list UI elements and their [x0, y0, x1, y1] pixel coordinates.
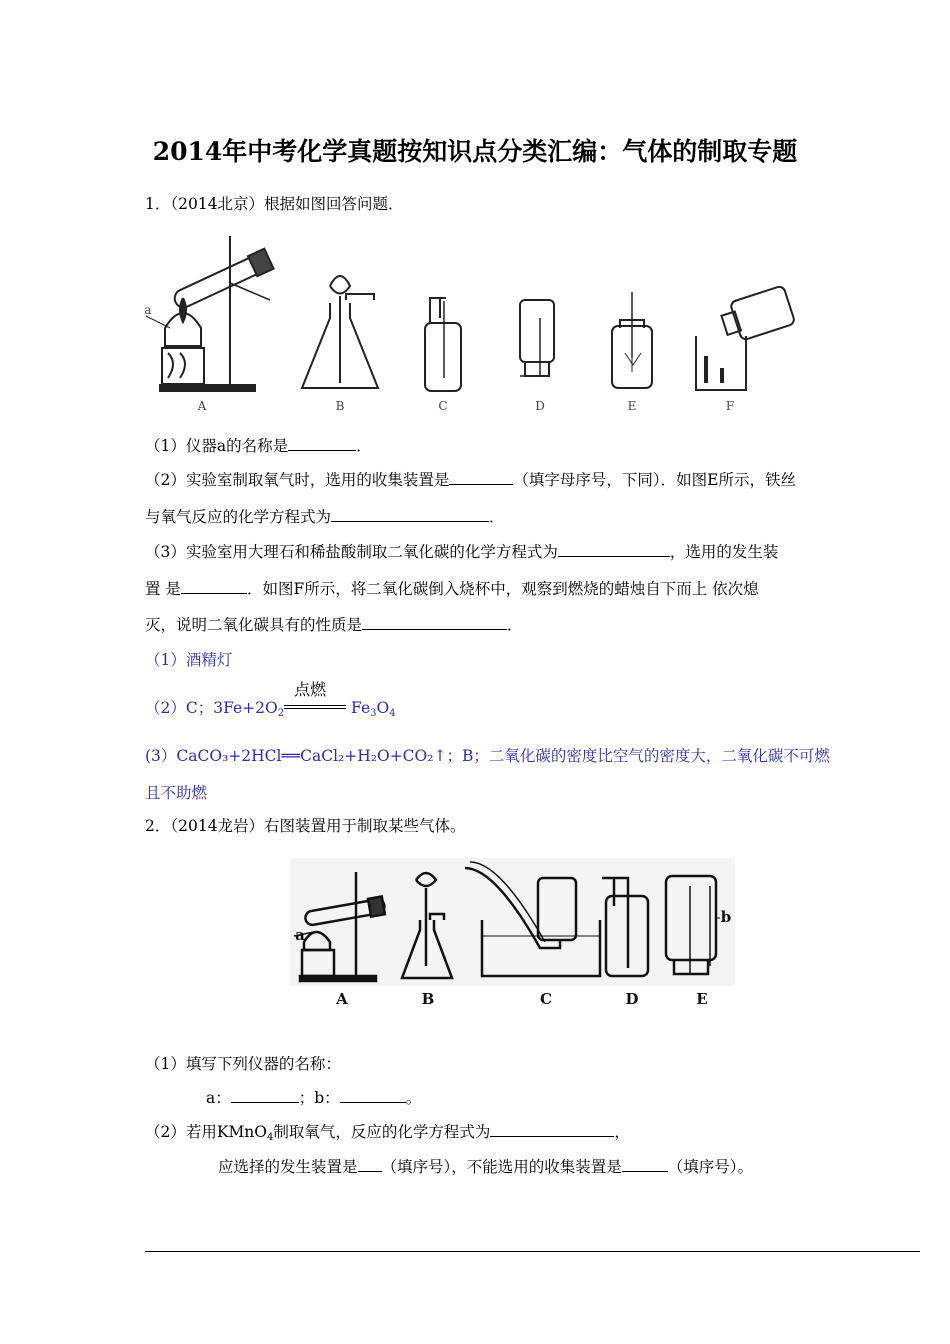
q2-part2-line2: 应选择的发生装置是 （填序号），不能选用的收集装置是 （填序号）。	[218, 1158, 754, 1176]
q1-part1: （1）仪器a的名称是 ．	[145, 437, 372, 455]
answer-blank[interactable]	[449, 470, 513, 485]
q2-label-A: A	[336, 990, 348, 1008]
q2-figure	[290, 858, 735, 1008]
answer-blank[interactable]	[362, 615, 507, 630]
q2-label-C: C	[540, 990, 552, 1008]
answer-blank[interactable]	[288, 436, 356, 451]
answer-blank[interactable]	[231, 1088, 299, 1103]
q1-answer-1: （1）酒精灯	[145, 651, 233, 669]
q1-answer-3: (3）CaCO₃+2HCl══CaCl₂+H₂O+CO₂↑；B；二氧化碳的密度比空气的密度大，二氧化碳不可燃	[145, 747, 830, 765]
q2-part1: （1）填写下列仪器的名称：	[145, 1055, 341, 1073]
q2-part2: （2）若用KMnO$_4$制取氧气，反应的化学方程式为 ，	[145, 1123, 630, 1143]
q2-label-a: a	[295, 926, 305, 944]
q1-label-B: B	[335, 399, 345, 413]
answer-blank[interactable]	[181, 579, 247, 594]
q1-part3: （3）实验室用大理石和稀盐酸制取二氧化碳的化学方程式为 ，选用的发生装	[145, 543, 779, 561]
q1-part2-line2: 与氧气反应的化学方程式为 ．	[145, 508, 505, 526]
reaction-condition: 点燃	[294, 680, 327, 699]
q1-label-E: E	[627, 399, 637, 413]
answer-blank[interactable]	[490, 1122, 614, 1137]
q1-stem: 1．（2014北京）根据如图回答问题．	[145, 195, 404, 213]
q2-part1-blanks: a： ；b： 。	[206, 1089, 422, 1107]
answer-blank[interactable]	[331, 507, 489, 522]
answer-blank[interactable]	[340, 1088, 406, 1103]
q2-stem: 2．（2014龙岩）右图装置用于制取某些气体。	[145, 817, 466, 835]
q1-label-C: C	[438, 399, 448, 413]
q2-label-B: B	[421, 990, 435, 1008]
q1-answer-2: （2）C；$3Fe+2O_2$ 点燃 $Fe_3O_4$	[145, 696, 396, 719]
q1-label-a: a	[144, 303, 152, 317]
q1-label-A: A	[197, 399, 207, 413]
q1-figure	[140, 228, 810, 418]
q1-part2: （2）实验室制取氧气时，选用的收集装置是 （填字母序号，下同）．如图E所示，铁丝	[145, 471, 796, 489]
answer-blank[interactable]	[622, 1157, 668, 1172]
answer-blank[interactable]	[358, 1157, 382, 1172]
page-title: 2014年中考化学真题按知识点分类汇编：气体的制取专题	[152, 137, 798, 166]
answer-blank[interactable]	[558, 542, 670, 557]
footer-rule	[145, 1251, 920, 1252]
q2-label-E: E	[696, 990, 708, 1008]
q1-label-D: D	[535, 399, 545, 413]
q2-label-D: D	[625, 990, 639, 1008]
q1-part3-line3: 灭，说明二氧化碳具有的性质是 ．	[145, 616, 523, 634]
q1-part3-line2: 置 是 ．如图F所示，将二氧化碳倒入烧杯中，观察到燃烧的蜡烛自下而上 依次熄	[145, 580, 759, 598]
q2-label-b: b	[720, 908, 732, 926]
q1-label-F: F	[725, 399, 735, 413]
q1-answer-3-line2: 且不助燃	[145, 784, 208, 802]
